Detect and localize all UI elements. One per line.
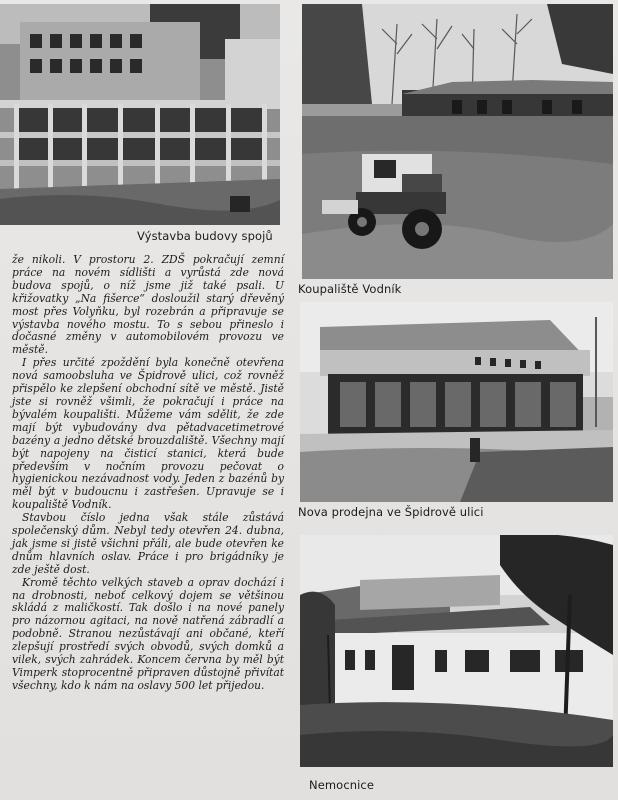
hospital-photo bbox=[300, 535, 613, 767]
article-paragraph: I přes určité zpoždění byla konečně otevřena nová samoobsluha ve Špidrově ulici, což rovněž přispělo ke zlepšení obchodní sítě ve městě. Jistě jste si rovněž všimli, že pokračují i práce na bývalém koupališti. Můžeme vám sdělit, že zde mají být vybudovány dva pětadvacetimetrové bazény a jedno dětské brouzdaliště. Všechny mají být napojeny na čisticí stanici, která bude především v nočním provozu pečovat o hygienickou nezávadnost vody. Jeden z bazénů by měl být v budoucnu i zastřešen. Upravuje se i koupaliště Vodník. bbox=[12, 356, 284, 512]
construction-caption: Výstavba budovy spojů bbox=[137, 229, 273, 243]
article-paragraph: Stavbou číslo jedna však stále zůstává společenský dům. Nebyl tedy otevřen 24. dubna, jak jsme si jistě všichni přáli, ale bude otevřen ke dnům hlavních oslav. Práce i pro brigádníky je zde ještě dost. bbox=[12, 511, 284, 576]
article-paragraph: že nikoli. V prostoru 2. ZDŠ pokračují zemní práce na novém sídlišti a vyrůstá zde nová budova spojů, o níž jsme již také psali. U křižovatky „Na fišerce“ dosloužil starý dřevěný most přes Volyňku, byl rozebrán a připravuje se výstavba nového mostu. To s sebou přineslo i dočasné změny v automobilovém provozu ve městě. bbox=[12, 253, 284, 357]
pool-photo bbox=[302, 4, 613, 279]
shop-caption: Nova prodejna ve Špidrově ulici bbox=[298, 505, 484, 519]
hospital-caption: Nemocnice bbox=[309, 778, 375, 792]
pool-caption: Koupaliště Vodník bbox=[298, 282, 402, 296]
construction-photo bbox=[0, 4, 280, 225]
shop-photo bbox=[300, 302, 613, 502]
article-column bbox=[12, 254, 284, 693]
article-paragraph: Kromě těchto velkých staveb a oprav dochází i na drobnosti, neboť celkový dojem se většinou skládá z maličkostí. Tak došlo i na nové panely pro názornou agitaci, na nově natřená zábradlí a podobně. Stranou nezůstávají ani občané, kteří zlepšují prostředí svých obvodů, svých domků a vilek, svých zahrádek. Koncem června by měl být Vimperk stoprocentně připraven důstojně přivítat všechny, kdo k nám na oslavy 500 let přijedou. bbox=[12, 575, 284, 692]
